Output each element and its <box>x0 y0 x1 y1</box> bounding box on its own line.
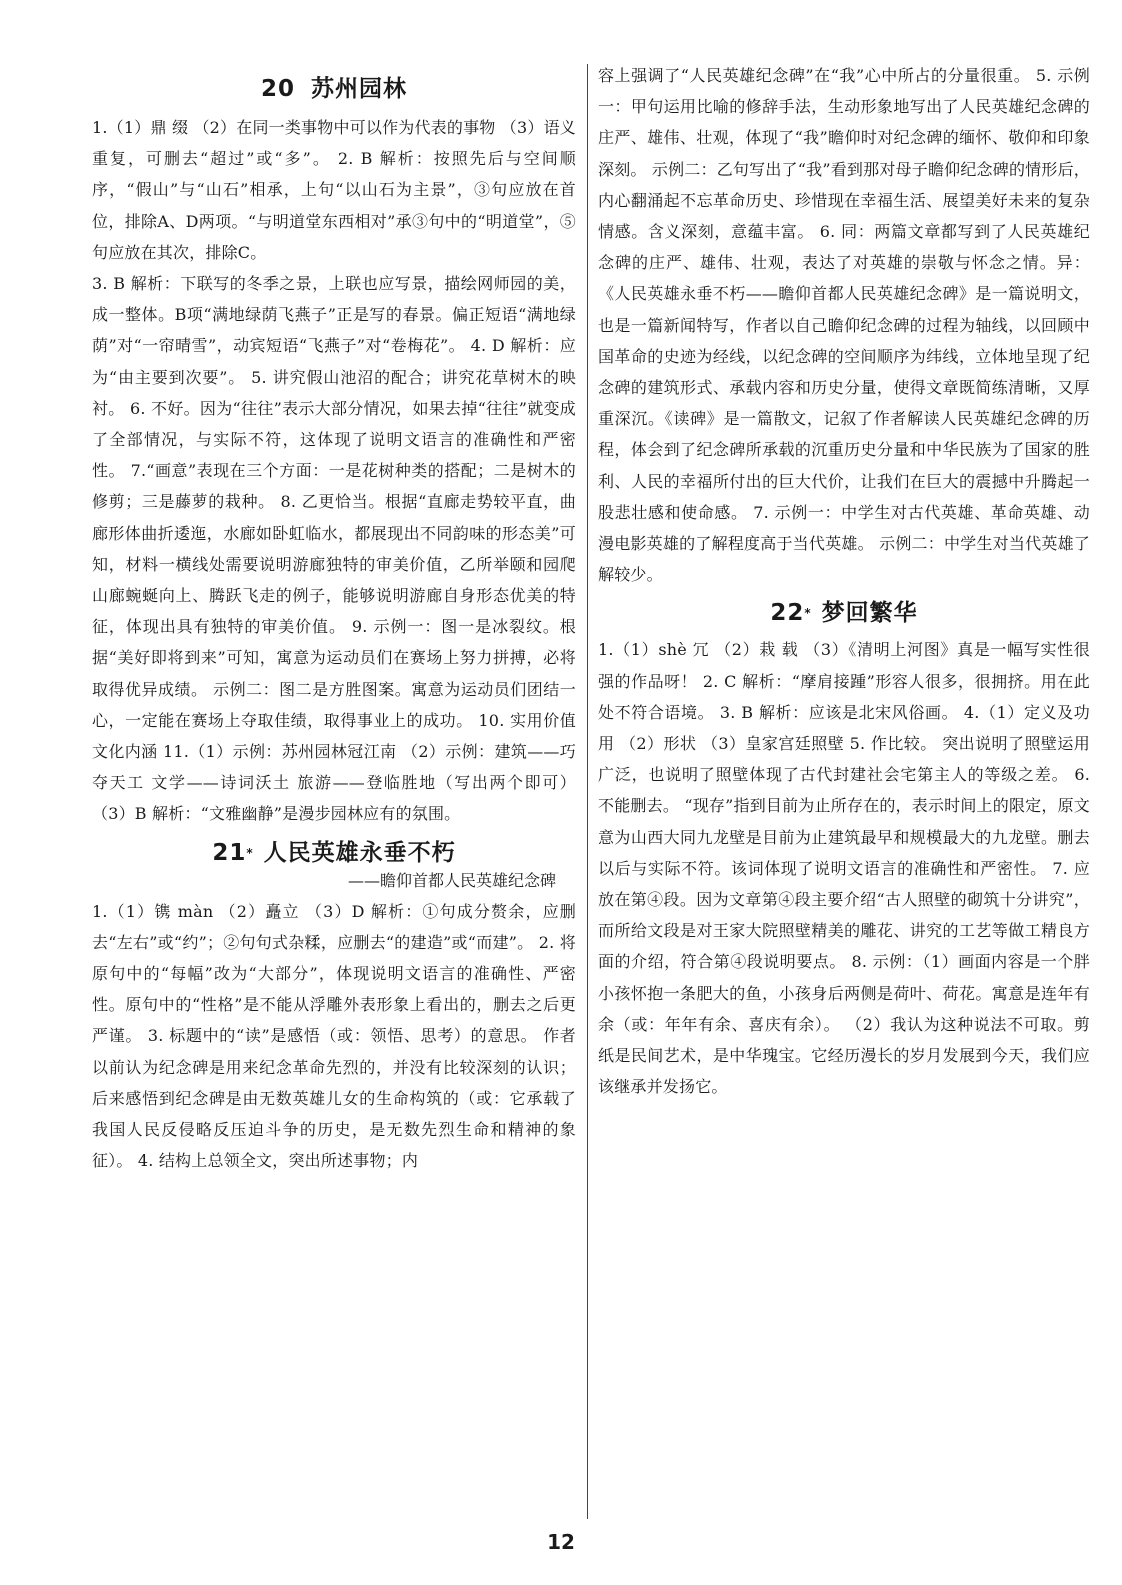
section-22-number: 22 <box>770 600 805 627</box>
section-22-title: 梦回繁华 <box>821 600 918 627</box>
right-column <box>598 60 1090 1103</box>
section-21-mark: * <box>246 845 254 860</box>
section-20-title: 苏州园林 <box>311 76 407 102</box>
section-22-mark: * <box>804 606 812 621</box>
column-divider <box>587 64 588 1519</box>
section-21-answers-continued: 容上强调了“人民英雄纪念碑”在“我”心中所占的分量很重。 5. 示例一：甲句运用比喻的修辞手法，生动形象地写出了人民英雄纪念碑的庄严、雄伟、壮观，体现了“我”瞻仰时对纪念碑的缅怀、敬仰和印象深刻。 示例二：乙句写出了“我”看到那对母子瞻仰纪念碑的情形后，内心翻涌起不忘革命历史、珍惜现在幸福生活、展望美好未来的复杂情感。含义深刻，意蕴丰富。 6. 同：两篇文章都写到了人民英雄纪念碑的庄严、雄伟、壮观，表达了对英雄的崇敬与怀念之情。异：《人民英雄永垂不朽——瞻仰首都人民英雄纪念碑》是一篇说明文，也是一篇新闻特写，作者以自己瞻仰纪念碑的过程为轴线，以回顾中国革命的史迹为经线，以纪念碑的空间顺序为纬线，立体地呈现了纪念碑的建筑形式、承载内容和历史分量，使得文章既简练清晰，又厚重深沉。《读碑》是一篇散文，记叙了作者解读人民英雄纪念碑的历程，体会到了纪念碑所承载的沉重历史分量和中华民族为了国家的胜利、人民的幸福所付出的巨大代价，让我们在巨大的震撼中升腾起一股悲壮感和使命感。 7. 示例一：中学生对古代英雄、革命英雄、动漫电影英雄的了解程度高于当代英雄。 示例二：中学生对当代英雄了解较少。 <box>598 66 1090 585</box>
section-21-answers-1: 1.（1）镌 màn （2）矗立 （3）D 解析：①句成分赘余，应删去“左右”或“约”；②句句式杂糅，应删去“的建造”或“而建”。 2. 将原句中的“每幅”改为“大部分”，体现说明文语言的准确性、严密性。原句中的“性格”是不能从浮雕外表形象上看出的，删去之后更严谨。 3. 标题中的“读”是感悟（或：领悟、思考）的意思。 作者以前认为纪念碑是用来纪念革命先烈的，并没有比较深刻的认识；后来感悟到纪念碑是由无数英雄儿女的生命构筑的（或：它承载了我国人民反侵略反压迫斗争的历史，是无数先烈生命和精神的象征）。 4. 结构上总领全文，突出所述事物；内 <box>92 901 576 1171</box>
section-20-answers-2: 3. B 解析：下联写的冬季之景，上联也应写景，描绘网师园的美，成一整体。B项“满地绿荫飞燕子”正是写的春景。偏正短语“满地绿荫”对“一帘晴雪”，动宾短语“飞燕子”对“卷梅花”。 4. D 解析：应为“由主要到次要”。 5. 讲究假山池沼的配合；讲究花草树木的映衬。 6. 不好。因为“往往”表示大部分情况，如果去掉“往往”就变成了全部情况，与实际不符，这体现了说明文语言的准确性和严密性。 7.“画意”表现在三个方面：一是花树种类的搭配；二是树木的修剪；三是藤萝的栽种。 8. 乙更恰当。根据“直廊走势较平直，曲廊形体曲折逶迤，水廊如卧虹临水，都展现出不同韵味的形态美”可知，材料一横线处需要说明游廊独特的审美价值，乙所举颐和园爬山廊蜿蜒向上、腾跃飞走的例子，能够说明游廊自身形态优美的特征，体现出具有独特的审美价值。 9. 示例一：图一是冰裂纹。根据“美好即将到来”可知，寓意为运动员们在赛场上努力拼搏，必将取得优异成绩。 示例二：图二是方胜图案。寓意为运动员们团结一心，一定能在赛场上夺取佳绩，取得事业上的成功。 10. 实用价值 文化内涵 11.（1）示例：苏州园林冠江南 （2）示例：建筑——巧夺天工 文学——诗词沃土 旅游——登临胜地（写出两个即可） （3）B 解析：“文雅幽静”是漫步园林应有的氛围。 <box>92 274 576 824</box>
section-20-answers-1: 1.（1）鼎 缀 （2）在同一类事物中可以作为代表的事物 （3）语义重复，可删去“超过”或“多”。 2. B 解析：按照先后与空间顺序，“假山”与“山石”相承，上句“以山石为主景”，③句应放在首位，排除A、D两项。“与明道堂东西相对”承③句中的“明道堂”，⑤句应放在其次，排除C。 <box>92 118 576 262</box>
section-20-number: 20 <box>260 76 295 102</box>
section-21-subtitle: ——瞻仰首都人民英雄纪念碑 <box>347 870 556 890</box>
section-22-heading <box>598 598 1090 628</box>
section-21-heading <box>92 838 576 868</box>
left-column <box>92 60 576 1177</box>
section-20 <box>92 60 576 830</box>
section-20-heading <box>92 74 576 104</box>
section-21 <box>92 838 576 1177</box>
section-21-number: 21 <box>212 839 247 866</box>
section-22-answers-1: 1.（1）shè 冗 （2）栽 载 （3）《清明上河图》真是一幅写实性很强的作品呀！ 2. C 解析：“摩肩接踵”形容人很多，很拥挤。用在此处不符合语境。 3. B 解析：应该是北宋风俗画。 4.（1）定义及功用 （2）形状 （3）皇家宫廷照壁 5. 作比较。 突出说明了照壁运用广泛，也说明了照壁体现了古代封建社会宅第主人的等级之差。 6. 不能删去。 “现存”指到目前为止所存在的，表示时间上的限定，原文意为山西大同九龙壁是目前为止建筑最早和规模最大的九龙壁。删去以后与实际不符。该词体现了说明文语言的准确性和严密性。 7. 应放在第④段。因为文章第④段主要介绍“古人照壁的砌筑十分讲究”，而所给文段是对王家大院照壁精美的雕花、讲究的工艺等做工精良方面的介绍，符合第④段说明要点。 8. 示例：（1）画面内容是一个胖小孩怀抱一条肥大的鱼，小孩身后两侧是荷叶、荷花。寓意是连年有余（或：年年有余、喜庆有余）。 （2）我认为这种说法不可取。剪纸是民间艺术，是中华瑰宝。它经历漫长的岁月发展到今天，我们应该继承并发扬它。 <box>598 640 1090 1097</box>
page-number: 12 <box>547 1530 575 1554</box>
section-22 <box>598 598 1090 1102</box>
section-21-title: 人民英雄永垂不朽 <box>263 839 456 866</box>
